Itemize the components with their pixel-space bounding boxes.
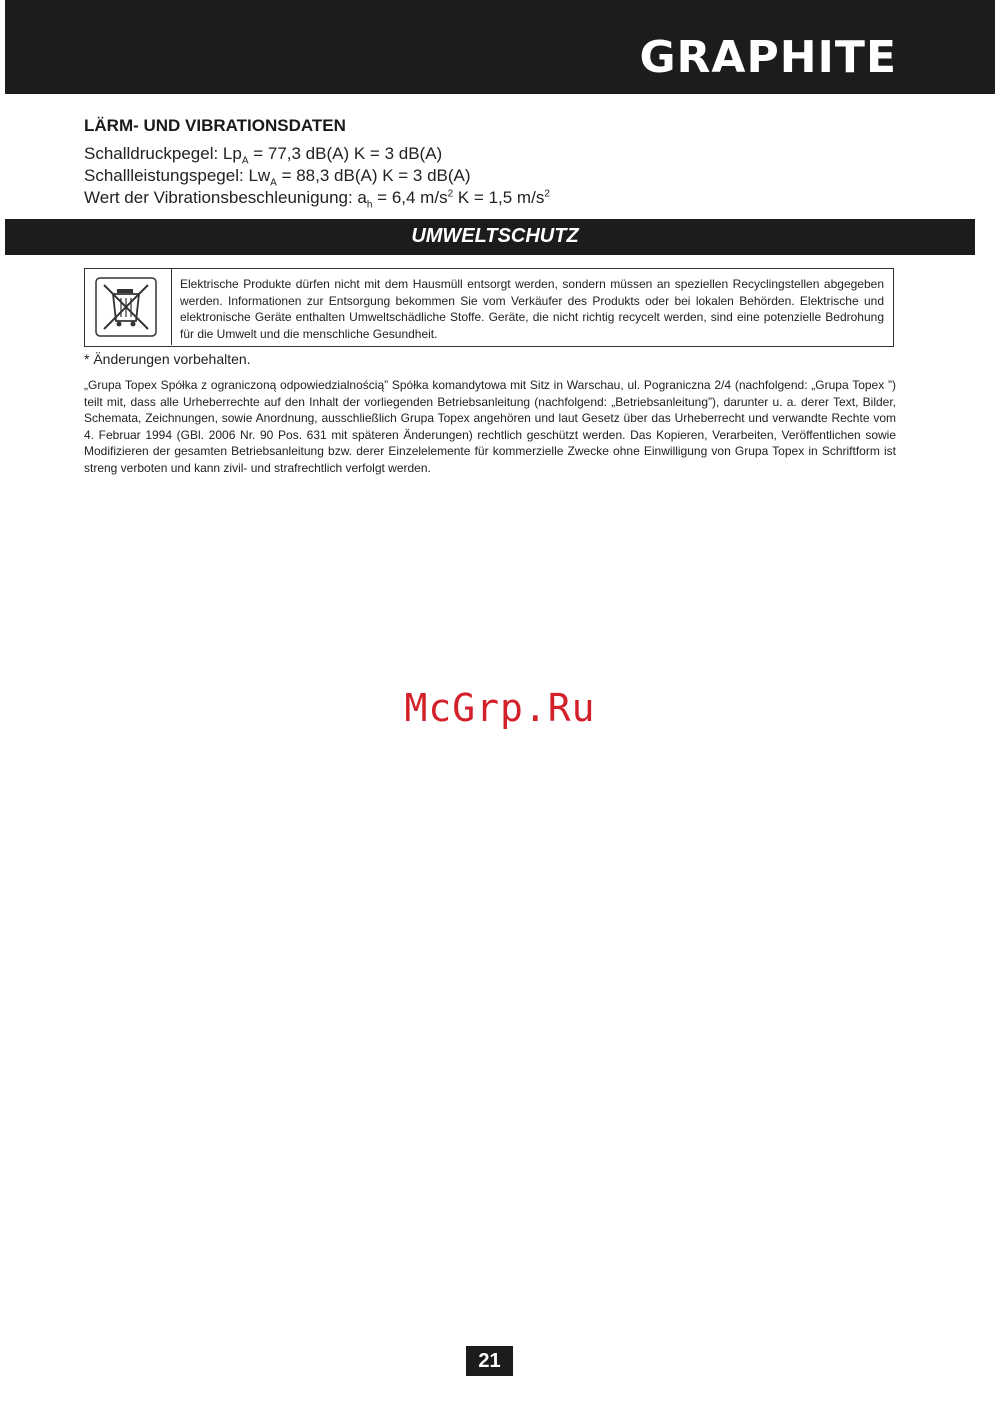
- changes-note: * Änderungen vorbehalten.: [84, 351, 251, 367]
- watermark: McGrp.Ru: [404, 686, 596, 730]
- brand-logo: GRAPHITE: [639, 32, 897, 83]
- weee-text: Elektrische Produkte dürfen nicht mit dem Hausmüll entsorgt werden, sondern müssen an speziellen Recyclingstellen abgegeben werden. Informationen zur Entsorgung bekommen Sie vom Verkäufer des Produkts oder bei lokalen Behörden. Elektrische und elektronische Geräte enthalten Umweltschädliche Stoffe. Geräte, die nicht richtig recycelt werden, sind eine potenzielle Bedrohung für die Umwelt und die menschliche Gesundheit.: [180, 277, 884, 341]
- page-number: 21: [466, 1346, 513, 1376]
- crossed-out-bin-icon: [95, 277, 157, 337]
- header-bar: [5, 0, 995, 94]
- environment-banner: [5, 219, 975, 255]
- sound-power-line: Schallleistungspegel: $Lw_A = 88,3$ dB(A) K = 3 dB(A): [84, 166, 471, 189]
- weee-notice: [84, 268, 894, 347]
- sound-pressure-line: Schalldruckpegel: $Lp_A = 77,3$ dB(A) K = 3 dB(A): [84, 144, 443, 167]
- vibration-line: Wert der Vibrationsbeschleunigung: $a_h = 6,4$ $m/s^2$ K = 1,5 $m/s^2$: [84, 188, 550, 211]
- weee-icon-cell: [85, 269, 172, 345]
- environment-title: UMWELTSCHUTZ: [411, 225, 579, 247]
- noise-section-title: LÄRM- UND VIBRATIONSDATEN: [84, 116, 346, 135]
- copyright-notice: „Grupa Topex Spółka z ograniczoną odpowiedzialnością” Spółka komandytowa mit Sitz in Warschau, ul. Pograniczna 2/4 (nachfolgend: „Grupa Topex ”) teilt mit, dass alle Urheberrechte auf den Inhalt der vorliegenden Betriebsanleitung (nachfolgend: „Betriebsanleitung”), darunter u. a. derer Text, Bilder, Schemata, Zeichnungen, sowie Anordnung, ausschließlich Grupa Topex angehören und laut Gesetz über das Urheberrecht und verwandte Rechte vom 4. Februar 1994 (GBl. 2006 Nr. 90 Pos. 631 mit späteren Änderungen) rechtlich geschützt werden. Das Kopieren, Verarbeiten, Veröffentlichen sowie Modifizieren der gesamten Betriebsanleitung bzw. derer Einzelelemente für kommerzielle Zwecke ohne Einwilligung von Grupa Topex in Schriftform ist streng verboten und kann zivil- und strafrechtlich verfolgt werden.: [84, 378, 896, 475]
